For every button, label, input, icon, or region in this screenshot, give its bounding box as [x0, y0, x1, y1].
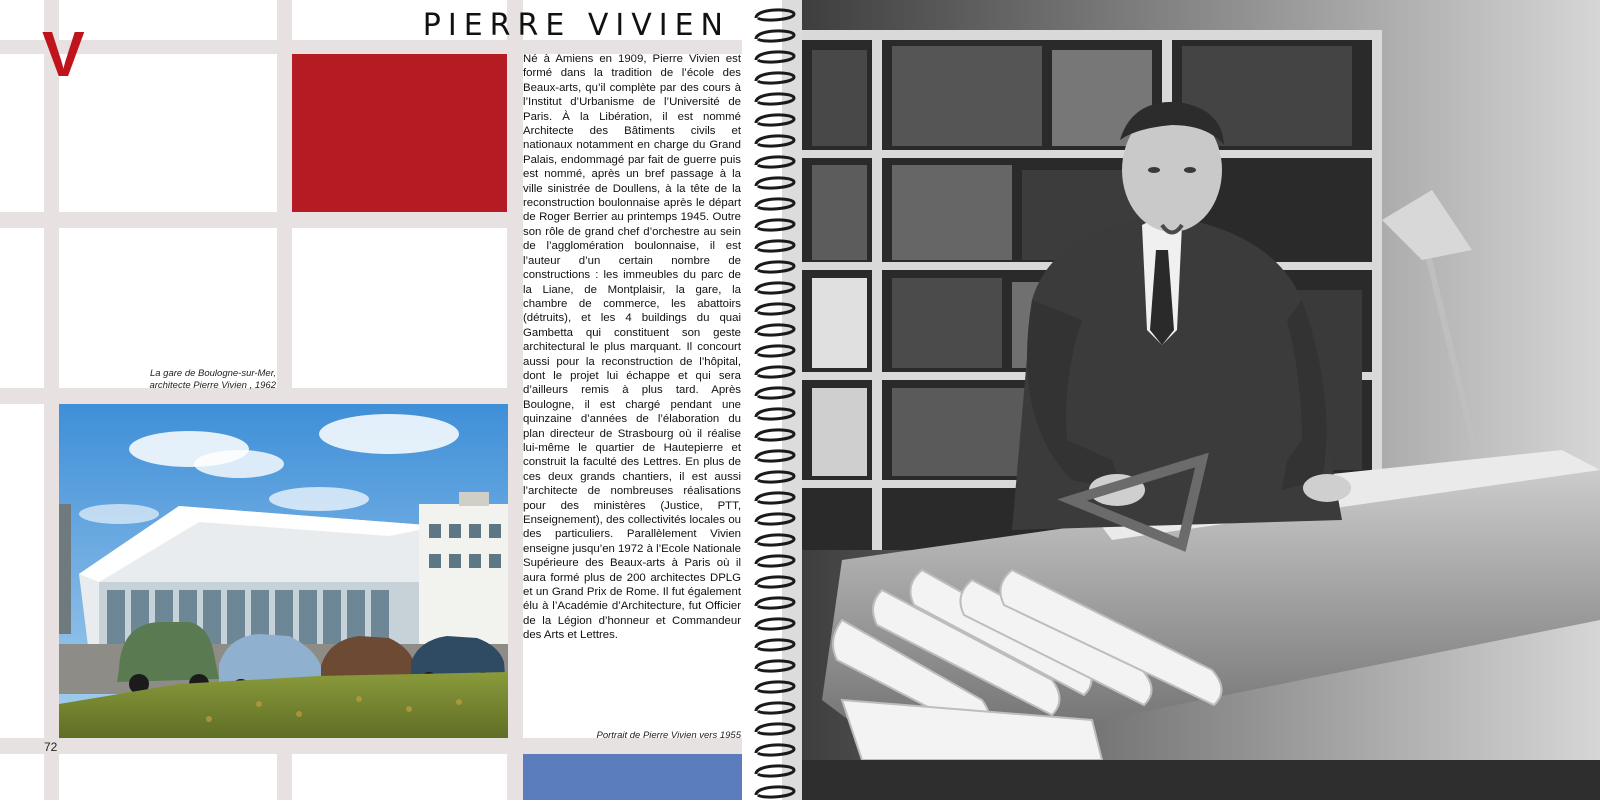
grid-cell	[292, 228, 507, 388]
page-title: PIERRE VIVIEN	[422, 8, 730, 43]
spiral-binding	[742, 0, 802, 800]
blue-color-block	[523, 754, 742, 800]
grid-cell	[59, 54, 277, 212]
grid-cell	[59, 0, 277, 40]
portrait-caption: Portrait de Pierre Vivien vers 1955	[596, 730, 741, 741]
section-letter: V	[42, 18, 85, 90]
left-page	[0, 0, 742, 800]
grid-cell	[59, 228, 277, 388]
boulogne-station-image	[59, 404, 508, 738]
page-number: 72	[44, 740, 58, 754]
station-caption-line1: La gare de Boulogne-sur-Mer,	[149, 368, 276, 379]
grid-cell	[59, 754, 277, 800]
station-photo	[59, 404, 508, 738]
grid-cell	[0, 228, 44, 388]
red-color-block	[292, 54, 507, 212]
grid-cell	[0, 754, 44, 800]
station-caption	[100, 368, 276, 392]
grid-cell	[292, 754, 507, 800]
portrait-photo	[782, 0, 1600, 800]
right-page	[742, 0, 1600, 800]
station-caption-line2: architecte Pierre Vivien , 1962	[149, 380, 276, 391]
grid-cell	[0, 54, 44, 212]
pierre-vivien-portrait-image	[782, 0, 1600, 800]
grid-cell	[0, 0, 44, 40]
grid-cell	[0, 404, 44, 738]
article-body: Né à Amiens en 1909, Pierre Vivien est formé dans la tradition de l’école des Beaux-arts, qu’il complète par des cours à l’Institut d’Urbanisme de l’Université de Paris. À la Libération, il est nommé Architecte des Bâtiments civils et nationaux notamment en charge du Grand Palais, endommagé par fait de guerre puis est nommé, après un bref passage à la ville sinistrée de Doullens, à la tête de la reconstruction boulonnaise après le départ de Roger Berrier au printemps 1945. Outre son rôle de grand chef d’orchestre au sein de l’agglomération boulonnaise, il est l’auteur d’un certain nombre de constructions : les immeubles du parc de la Liane, de Montplaisir, la gare, la chambre de commerce, les abattoirs (détruits), et les 4 buildings du quai Gambetta qui constituent son geste architectural le plus marquant. Il concourt aussi pour la reconstruction de l’hôpital, dont le projet lui échappe et qui sera d’ailleurs remis à plus tard. Après Boulogne, il est chargé pendant une quinzaine d’années de l’élaboration du plan directeur de Strasbourg où il réalise lui-même le quartier de Hautepierre et construit la faculté des Lettres. En plus de ces deux grands chantiers, il est aussi l’architecte de nombreuses réalisations pour des ministères (Justice, PTT, Enseignement), des collectivités locales ou des particuliers. Parallèlement Vivien enseigne jusqu’en 1972 à l’Ecole Nationale Supérieure des Beaux-arts à Paris où il aura formé plus de 200 architectes DPLG et un Grand Prix de Rome. Il fut également élu à l’Académie d’Architecture, fut Officier de la Légion d’honneur et Commandeur des Arts et Lettres.	[523, 53, 741, 642]
